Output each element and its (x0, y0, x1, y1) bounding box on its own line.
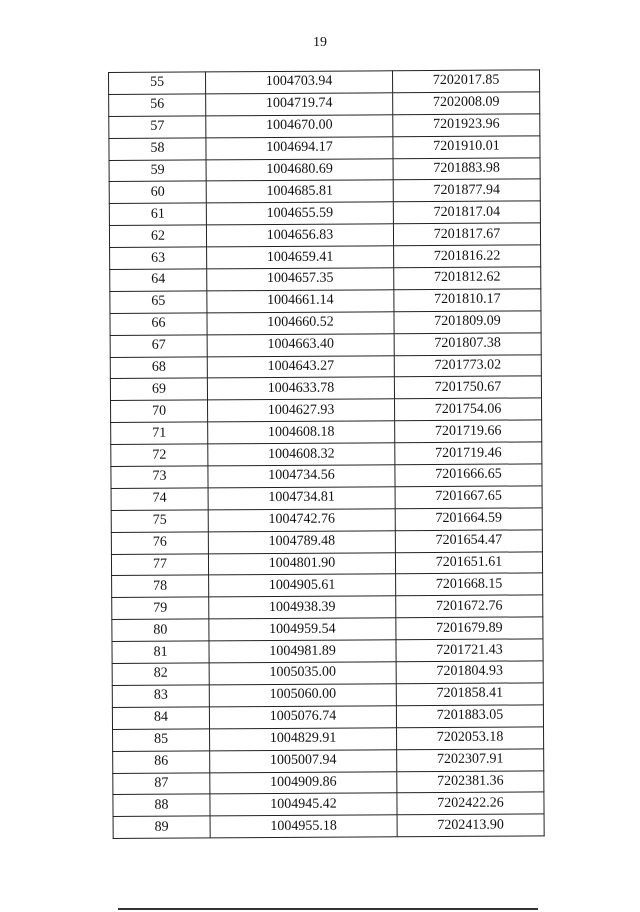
point-number-cell: 80 (112, 619, 209, 641)
table-row (113, 770, 544, 795)
point-number-cell: 62 (109, 225, 206, 247)
y-coordinate-cell: 7201754.06 (395, 398, 542, 421)
point-number-cell: 60 (109, 181, 206, 203)
y-coordinate-cell: 7201719.66 (395, 420, 542, 443)
table-row (109, 157, 540, 182)
table-row (112, 639, 543, 664)
table-row (110, 376, 541, 401)
x-coordinate-cell: 1004663.40 (207, 333, 394, 356)
y-coordinate-cell: 7201910.01 (393, 136, 540, 159)
y-coordinate-cell: 7201721.43 (396, 639, 543, 662)
table-row (112, 661, 543, 686)
y-coordinate-cell: 7201719.46 (395, 442, 542, 465)
point-number-cell: 61 (109, 203, 206, 225)
x-coordinate-cell: 1004742.76 (208, 509, 395, 532)
y-coordinate-cell: 7201812.62 (394, 267, 541, 290)
table-row (111, 442, 542, 467)
x-coordinate-cell: 1005007.94 (210, 749, 397, 772)
x-coordinate-cell: 1004657.35 (207, 268, 394, 291)
x-coordinate-cell: 1004643.27 (207, 355, 394, 378)
y-coordinate-cell: 7201858.41 (396, 683, 543, 706)
table-row (111, 420, 542, 445)
point-number-cell: 58 (109, 138, 206, 160)
y-coordinate-cell: 7201666.65 (395, 464, 542, 487)
y-coordinate-cell: 7202413.90 (397, 814, 544, 837)
x-coordinate-cell: 1004719.74 (206, 93, 393, 116)
table-row (109, 70, 540, 95)
point-number-cell: 72 (111, 444, 208, 466)
point-number-cell: 77 (111, 553, 208, 575)
point-number-cell: 55 (109, 72, 206, 94)
table-row (109, 92, 540, 117)
point-number-cell: 66 (110, 313, 207, 335)
point-number-cell: 84 (112, 707, 209, 729)
x-coordinate-cell: 1004627.93 (208, 399, 395, 422)
table-row (109, 136, 540, 161)
point-number-cell: 86 (113, 751, 210, 773)
y-coordinate-cell: 7201816.22 (394, 245, 541, 268)
table-row (109, 201, 540, 226)
y-coordinate-cell: 7201750.67 (394, 376, 541, 399)
table-row (111, 508, 542, 533)
point-number-cell: 75 (111, 510, 208, 532)
y-coordinate-cell: 7201672.76 (396, 595, 543, 618)
table-row (112, 617, 543, 642)
x-coordinate-cell: 1004608.32 (208, 443, 395, 466)
point-number-cell: 59 (109, 159, 206, 181)
point-number-cell: 71 (111, 422, 208, 444)
table-row (110, 267, 541, 292)
x-coordinate-cell: 1004981.89 (209, 640, 396, 663)
y-coordinate-cell: 7201809.09 (394, 311, 541, 334)
table-row (112, 595, 543, 620)
table-row (110, 354, 541, 379)
x-coordinate-cell: 1004608.18 (208, 421, 395, 444)
point-number-cell: 65 (110, 291, 207, 313)
table-row (110, 245, 541, 270)
table-row (113, 814, 544, 839)
table-row (111, 551, 542, 576)
point-number-cell: 64 (110, 269, 207, 291)
point-number-cell: 67 (110, 335, 207, 357)
x-coordinate-cell: 1004633.78 (207, 377, 394, 400)
x-coordinate-cell: 1004680.69 (206, 158, 393, 181)
x-coordinate-cell: 1004670.00 (206, 115, 393, 138)
x-coordinate-cell: 1004734.81 (208, 487, 395, 510)
y-coordinate-cell: 7201923.96 (393, 114, 540, 137)
point-number-cell: 76 (111, 532, 208, 554)
x-coordinate-cell: 1004945.42 (210, 793, 397, 816)
point-number-cell: 69 (110, 378, 207, 400)
y-coordinate-cell: 7202008.09 (393, 92, 540, 115)
y-coordinate-cell: 7201817.04 (393, 201, 540, 224)
x-coordinate-cell: 1004734.56 (208, 465, 395, 488)
point-number-cell: 73 (111, 466, 208, 488)
y-coordinate-cell: 7201883.98 (393, 157, 540, 180)
y-coordinate-cell: 7201667.65 (395, 486, 542, 509)
coordinates-table (108, 69, 545, 839)
coordinates-table-body (109, 70, 545, 839)
table-row (110, 311, 541, 336)
y-coordinate-cell: 7202381.36 (397, 770, 544, 793)
y-coordinate-cell: 7201804.93 (396, 661, 543, 684)
y-coordinate-cell: 7201654.47 (395, 530, 542, 553)
y-coordinate-cell: 7201773.02 (394, 354, 541, 377)
point-number-cell: 74 (111, 488, 208, 510)
x-coordinate-cell: 1004955.18 (210, 815, 397, 838)
table-row (111, 486, 542, 511)
x-coordinate-cell: 1004905.61 (209, 574, 396, 597)
table-row (110, 289, 541, 314)
point-number-cell: 57 (109, 116, 206, 138)
x-coordinate-cell: 1004801.90 (208, 552, 395, 575)
x-coordinate-cell: 1004660.52 (207, 312, 394, 335)
table-row (110, 333, 541, 358)
y-coordinate-cell: 7201664.59 (395, 508, 542, 531)
table-row (113, 792, 544, 817)
point-number-cell: 63 (110, 247, 207, 269)
y-coordinate-cell: 7202053.18 (397, 727, 544, 750)
x-coordinate-cell: 1005076.74 (209, 706, 396, 729)
x-coordinate-cell: 1005060.00 (209, 684, 396, 707)
point-number-cell: 87 (113, 772, 210, 794)
point-number-cell: 70 (111, 400, 208, 422)
x-coordinate-cell: 1004909.86 (210, 771, 397, 794)
table-row (109, 114, 540, 139)
x-coordinate-cell: 1004829.91 (210, 727, 397, 750)
point-number-cell: 79 (112, 597, 209, 619)
y-coordinate-cell: 7201668.15 (396, 573, 543, 596)
x-coordinate-cell: 1004661.14 (207, 290, 394, 313)
y-coordinate-cell: 7201817.67 (393, 223, 540, 246)
point-number-cell: 68 (110, 356, 207, 378)
table-row (109, 223, 540, 248)
table-row (112, 705, 543, 730)
table-row (111, 398, 542, 423)
x-coordinate-cell: 1004703.94 (206, 71, 393, 94)
point-number-cell: 56 (109, 94, 206, 116)
y-coordinate-cell: 7202017.85 (392, 70, 539, 93)
x-coordinate-cell: 1004685.81 (206, 180, 393, 203)
y-coordinate-cell: 7201651.61 (395, 551, 542, 574)
table-row (113, 748, 544, 773)
table-row (109, 179, 540, 204)
point-number-cell: 85 (113, 729, 210, 751)
table-row (111, 464, 542, 489)
table-row (111, 530, 542, 555)
x-coordinate-cell: 1005035.00 (209, 662, 396, 685)
point-number-cell: 83 (112, 685, 209, 707)
y-coordinate-cell: 7202422.26 (397, 792, 544, 815)
x-coordinate-cell: 1004959.54 (209, 618, 396, 641)
x-coordinate-cell: 1004789.48 (208, 530, 395, 553)
page-number: 19 (313, 35, 327, 50)
table-row (112, 683, 543, 708)
x-coordinate-cell: 1004659.41 (207, 246, 394, 269)
table-row (113, 727, 544, 752)
point-number-cell: 89 (113, 816, 210, 838)
y-coordinate-cell: 7201810.17 (394, 289, 541, 312)
y-coordinate-cell: 7202307.91 (397, 748, 544, 771)
y-coordinate-cell: 7201807.38 (394, 333, 541, 356)
x-coordinate-cell: 1004656.83 (206, 224, 393, 247)
y-coordinate-cell: 7201877.94 (393, 179, 540, 202)
point-number-cell: 88 (113, 794, 210, 816)
page-bottom-rule (118, 908, 538, 910)
point-number-cell: 82 (112, 663, 209, 685)
point-number-cell: 81 (112, 641, 209, 663)
y-coordinate-cell: 7201883.05 (396, 705, 543, 728)
y-coordinate-cell: 7201679.89 (396, 617, 543, 640)
point-number-cell: 78 (112, 575, 209, 597)
x-coordinate-cell: 1004655.59 (206, 202, 393, 225)
table-row (112, 573, 543, 598)
x-coordinate-cell: 1004938.39 (209, 596, 396, 619)
x-coordinate-cell: 1004694.17 (206, 136, 393, 159)
